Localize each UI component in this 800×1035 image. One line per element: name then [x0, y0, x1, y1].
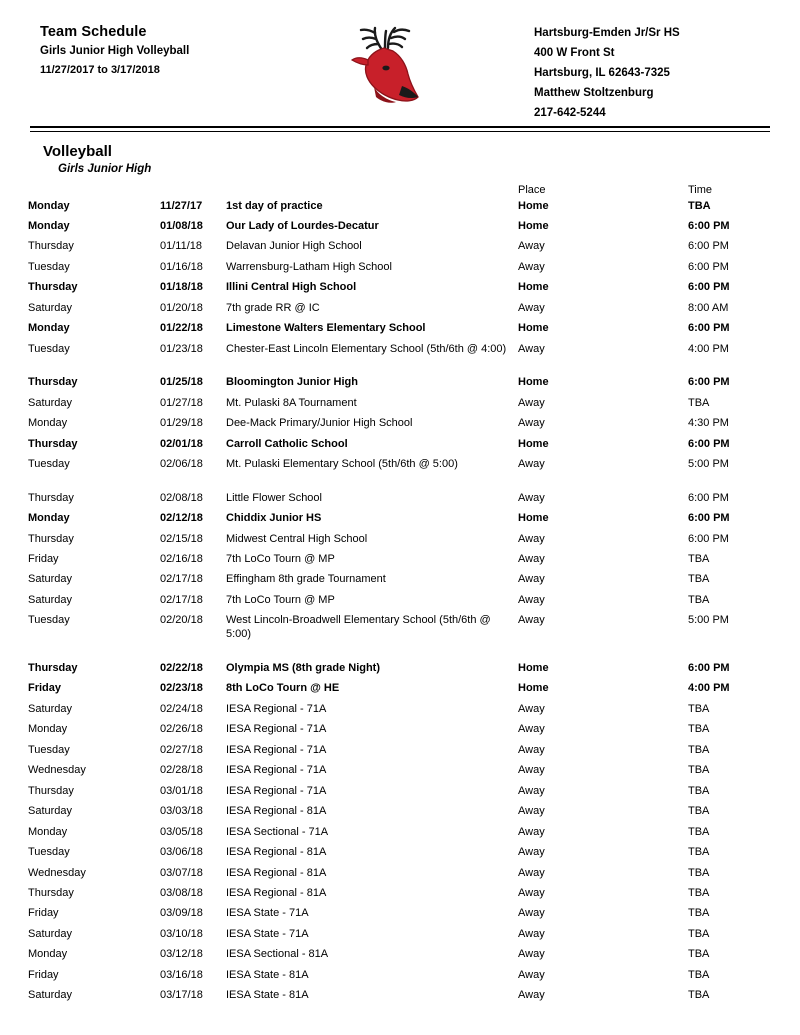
cell-day: Thursday [28, 281, 78, 294]
table-row [28, 217, 772, 237]
cell-opponent: IESA State - 81A [226, 989, 309, 1002]
cell-opponent: West Lincoln-Broadwell Elementary School (5th/6th @ 5:00) [226, 614, 491, 641]
cell-date: 01/11/18 [160, 240, 203, 253]
cell-place: Away [518, 553, 545, 565]
cell-place: Away [518, 573, 545, 586]
cell-day: Monday [28, 417, 68, 430]
cell-date: 03/12/18 [160, 948, 203, 961]
cell-day: Wednesday [28, 866, 86, 879]
schedule-table-body [28, 197, 772, 1007]
school-logo [310, 22, 470, 106]
cell-day: Saturday [28, 396, 73, 409]
cell-place: Away [518, 825, 545, 838]
cell-day: Monday [28, 322, 70, 335]
table-row [28, 299, 772, 319]
cell-place: Away [518, 396, 545, 409]
cell-place: Away [518, 532, 545, 545]
cell-place: Home [518, 376, 549, 389]
cell-time: TBA [688, 968, 710, 981]
column-header-time: Time [688, 183, 713, 196]
cell-place: Away [518, 784, 545, 797]
table-row [28, 782, 772, 802]
cell-date: 02/28/18 [160, 764, 203, 777]
page-title: Team Schedule [40, 24, 147, 40]
header-left-block [28, 22, 310, 81]
cell-opponent: IESA Regional - 71A [226, 702, 327, 715]
table-row [28, 197, 772, 217]
cell-opponent: Midwest Central High School [226, 532, 368, 545]
season-date-range: 11/27/2017 to 3/17/2018 [40, 63, 160, 76]
cell-opponent: Delavan Junior High School [226, 240, 362, 253]
spacer-cell [28, 476, 772, 489]
cell-time: 6:00 PM [688, 491, 729, 504]
table-row [28, 237, 772, 257]
cell-date: 02/08/18 [160, 491, 203, 504]
cell-day: Thursday [28, 887, 74, 899]
cell-time: TBA [688, 553, 710, 565]
header-divider [28, 126, 772, 132]
column-header-place: Place [518, 183, 546, 196]
cell-day: Monday [28, 219, 70, 232]
cell-date: 01/23/18 [160, 342, 203, 355]
cell-opponent: IESA Regional - 81A [226, 846, 327, 859]
column-header-opponent [226, 184, 518, 197]
cell-opponent: IESA State - 71A [226, 907, 309, 920]
cell-date: 03/09/18 [160, 907, 203, 920]
table-row [28, 570, 772, 590]
table-row [28, 925, 772, 945]
cell-date: 02/23/18 [160, 682, 203, 695]
cell-opponent: IESA Sectional - 71A [226, 825, 329, 838]
table-row [28, 802, 772, 822]
cell-date: 01/25/18 [160, 376, 203, 389]
cell-opponent: 1st day of practice [226, 199, 323, 212]
cell-opponent: IESA State - 81A [226, 968, 309, 981]
table-row [28, 966, 772, 986]
cell-opponent: IESA Regional - 81A [226, 805, 327, 818]
cell-day: Monday [28, 199, 70, 212]
cell-place: Away [518, 342, 545, 355]
cell-place: Away [518, 764, 545, 777]
table-row [28, 720, 772, 740]
cell-opponent: IESA Regional - 81A [226, 866, 327, 879]
table-row [28, 904, 772, 924]
cell-day: Tuesday [28, 260, 70, 273]
table-row [28, 864, 772, 884]
cell-day: Monday [28, 825, 68, 838]
cell-place: Away [518, 491, 545, 504]
cell-date: 02/06/18 [160, 458, 203, 471]
cell-opponent: Little Flower School [226, 491, 322, 504]
cell-date: 03/16/18 [160, 968, 203, 981]
cell-place: Away [518, 846, 545, 859]
cell-opponent: Mt. Pulaski 8A Tournament [226, 396, 357, 409]
cell-day: Friday [28, 968, 59, 981]
cell-day: Wednesday [28, 764, 86, 777]
table-row [28, 884, 772, 904]
cell-place: Away [518, 968, 545, 981]
cell-place: Away [518, 743, 545, 756]
cell-opponent: IESA Sectional - 81A [226, 948, 329, 961]
cell-time: 6:00 PM [688, 219, 730, 232]
cell-day: Friday [28, 682, 62, 695]
column-header-date [160, 184, 226, 197]
cell-opponent: 7th LoCo Tourn @ MP [226, 553, 335, 565]
cell-time: 6:00 PM [688, 376, 730, 389]
cell-time: TBA [688, 866, 710, 879]
cell-time: TBA [688, 593, 710, 606]
cell-date: 02/26/18 [160, 723, 203, 736]
cell-place: Home [518, 322, 549, 335]
cell-place: Home [518, 281, 549, 294]
table-row [28, 679, 772, 699]
cell-time: TBA [688, 723, 710, 736]
cell-date: 02/01/18 [160, 437, 203, 450]
cell-date: 01/08/18 [160, 219, 203, 232]
table-row [28, 530, 772, 550]
cell-opponent: Illini Central High School [226, 281, 357, 294]
table-row [28, 278, 772, 298]
table-row [28, 435, 772, 455]
table-row [28, 414, 772, 434]
cell-day: Saturday [28, 702, 73, 715]
cell-day: Thursday [28, 532, 74, 545]
cell-time: TBA [688, 199, 711, 212]
stag-eye [382, 66, 389, 71]
cell-day: Friday [28, 553, 59, 565]
cell-place: Away [518, 301, 545, 314]
table-row [28, 700, 772, 720]
cell-time: 6:00 PM [688, 322, 730, 335]
cell-day: Saturday [28, 301, 73, 314]
cell-opponent: 7th grade RR @ IC [226, 301, 320, 314]
cell-time: 6:00 PM [688, 240, 729, 253]
cell-date: 03/17/18 [160, 989, 203, 1002]
school-contact-name: Matthew Stoltzenburg [534, 86, 654, 99]
cell-date: 01/18/18 [160, 281, 203, 294]
cell-day: Thursday [28, 240, 74, 253]
cell-time: TBA [688, 927, 710, 940]
column-header-day [28, 184, 160, 197]
cell-opponent: IESA Regional - 71A [226, 743, 327, 756]
cell-date: 03/06/18 [160, 846, 203, 859]
cell-date: 03/10/18 [160, 927, 203, 940]
table-row [28, 945, 772, 965]
cell-date: 02/27/18 [160, 743, 203, 756]
cell-date: 02/12/18 [160, 512, 203, 525]
cell-place: Away [518, 723, 545, 736]
table-spacer-row [28, 646, 772, 659]
cell-place: Home [518, 682, 549, 695]
cell-date: 03/08/18 [160, 887, 203, 899]
cell-day: Thursday [28, 491, 74, 504]
cell-date: 01/16/18 [160, 260, 203, 273]
spacer-cell [28, 360, 772, 373]
table-header-row [28, 184, 772, 197]
cell-day: Saturday [28, 989, 73, 1002]
cell-day: Thursday [28, 376, 78, 389]
cell-time: 5:00 PM [688, 614, 729, 627]
cell-opponent: IESA Regional - 71A [226, 784, 327, 797]
school-name: Hartsburg-Emden Jr/Sr HS [534, 27, 680, 39]
cell-date: 03/03/18 [160, 805, 203, 818]
cell-date: 01/29/18 [160, 417, 203, 430]
cell-opponent: IESA State - 71A [226, 927, 309, 940]
schedule-table [28, 184, 772, 1007]
cell-date: 02/20/18 [160, 614, 203, 627]
divider-thin [30, 131, 770, 132]
cell-place: Away [518, 417, 545, 430]
cell-date: 02/17/18 [160, 593, 203, 606]
cell-date: 02/22/18 [160, 661, 203, 674]
cell-place: Home [518, 661, 549, 674]
cell-opponent: IESA Regional - 71A [226, 723, 327, 736]
cell-opponent: Mt. Pulaski Elementary School (5th/6th @ 5:00) [226, 458, 458, 471]
cell-place: Away [518, 989, 545, 1002]
table-row [28, 611, 772, 645]
cell-opponent: Chester-East Lincoln Elementary School (5th/6th @ 4:00) [226, 342, 507, 355]
cell-time: 6:00 PM [688, 281, 730, 294]
school-phone: 217-642-5244 [534, 106, 606, 119]
cell-opponent: Warrensburg-Latham High School [226, 260, 392, 273]
table-row [28, 659, 772, 679]
cell-time: TBA [688, 764, 710, 777]
cell-time: 4:00 PM [688, 682, 730, 695]
cell-day: Tuesday [28, 614, 70, 627]
table-spacer-row [28, 476, 772, 489]
cell-opponent: 8th LoCo Tourn @ HE [226, 682, 340, 695]
cell-day: Saturday [28, 573, 73, 586]
cell-day: Monday [28, 512, 70, 525]
cell-day: Tuesday [28, 342, 70, 355]
table-row [28, 455, 772, 475]
cell-place: Away [518, 593, 545, 606]
cell-place: Away [518, 907, 545, 920]
cell-place: Home [518, 512, 549, 525]
table-row [28, 319, 772, 339]
cell-time: TBA [688, 948, 710, 961]
cell-time: TBA [688, 702, 710, 715]
cell-day: Saturday [28, 805, 73, 818]
cell-date: 01/22/18 [160, 322, 203, 335]
cell-opponent: Carroll Catholic School [226, 437, 348, 450]
table-row [28, 843, 772, 863]
cell-place: Home [518, 199, 549, 212]
cell-opponent: Olympia MS (8th grade Night) [226, 661, 381, 674]
school-city-state-zip: Hartsburg, IL 62643-7325 [534, 66, 670, 79]
cell-opponent: IESA Regional - 81A [226, 887, 327, 899]
cell-time: 5:00 PM [688, 458, 729, 471]
table-row [28, 394, 772, 414]
cell-time: 6:00 PM [688, 260, 729, 273]
cell-day: Saturday [28, 927, 73, 940]
stag-head-icon [344, 24, 436, 106]
document-header [28, 0, 772, 122]
spacer-cell [28, 646, 772, 659]
cell-place: Away [518, 458, 545, 471]
cell-date: 02/15/18 [160, 532, 203, 545]
table-row [28, 986, 772, 1006]
table-row [28, 823, 772, 843]
cell-time: TBA [688, 743, 710, 756]
cell-place: Away [518, 260, 545, 273]
cell-place: Away [518, 805, 545, 818]
cell-place: Away [518, 702, 545, 715]
cell-opponent: Chiddix Junior HS [226, 512, 322, 525]
table-row [28, 373, 772, 393]
cell-opponent: Limestone Walters Elementary School [226, 322, 426, 335]
table-row [28, 741, 772, 761]
table-row [28, 591, 772, 611]
cell-time: 4:00 PM [688, 342, 729, 355]
cell-day: Thursday [28, 784, 74, 797]
cell-place: Home [518, 437, 549, 450]
cell-time: 6:00 PM [688, 437, 730, 450]
team-subtitle: Girls Junior High Volleyball [40, 45, 190, 58]
cell-date: 02/24/18 [160, 702, 203, 715]
cell-opponent: Dee-Mack Primary/Junior High School [226, 417, 413, 430]
cell-date: 01/20/18 [160, 301, 203, 314]
divider-thick [30, 126, 770, 128]
table-row [28, 340, 772, 360]
sport-heading: Volleyball [43, 142, 112, 160]
cell-day: Tuesday [28, 458, 70, 471]
cell-place: Away [518, 948, 545, 961]
cell-date: 03/05/18 [160, 825, 203, 838]
cell-date: 02/16/18 [160, 553, 203, 565]
cell-time: 6:00 PM [688, 512, 730, 525]
cell-day: Tuesday [28, 846, 70, 859]
cell-day: Thursday [28, 437, 78, 450]
cell-place: Away [518, 614, 545, 627]
cell-date: 11/27/17 [160, 199, 203, 212]
cell-place: Away [518, 887, 545, 899]
cell-time: TBA [688, 573, 710, 586]
cell-day: Monday [28, 948, 68, 961]
cell-opponent: 7th LoCo Tourn @ MP [226, 593, 335, 606]
cell-opponent: Bloomington Junior High [226, 376, 358, 389]
cell-day: Tuesday [28, 743, 70, 756]
cell-day: Thursday [28, 661, 78, 674]
cell-date: 02/17/18 [160, 573, 203, 586]
cell-opponent: Our Lady of Lourdes-Decatur [226, 219, 379, 232]
cell-time: TBA [688, 805, 710, 818]
cell-time: 4:30 PM [688, 417, 729, 430]
cell-place: Home [518, 219, 549, 232]
cell-time: TBA [688, 825, 710, 838]
cell-opponent: IESA Regional - 71A [226, 764, 327, 777]
table-row [28, 489, 772, 509]
cell-date: 01/27/18 [160, 396, 203, 409]
table-spacer-row [28, 360, 772, 373]
cell-time: 6:00 PM [688, 661, 730, 674]
cell-day: Friday [28, 907, 59, 920]
cell-time: TBA [688, 989, 710, 1002]
cell-opponent: Effingham 8th grade Tournament [226, 573, 386, 586]
cell-date: 03/01/18 [160, 784, 203, 797]
table-row [28, 509, 772, 529]
cell-time: TBA [688, 907, 710, 920]
cell-time: 6:00 PM [688, 532, 729, 545]
header-school-info [470, 22, 772, 123]
cell-day: Saturday [28, 593, 73, 606]
cell-place: Away [518, 240, 545, 253]
school-address: 400 W Front St [534, 46, 615, 59]
table-row [28, 258, 772, 278]
cell-time: TBA [688, 846, 710, 859]
cell-time: TBA [688, 887, 710, 899]
cell-time: 8:00 AM [688, 301, 729, 314]
cell-date: 03/07/18 [160, 866, 203, 879]
cell-place: Away [518, 866, 545, 879]
cell-day: Monday [28, 723, 68, 736]
table-row [28, 761, 772, 781]
cell-place: Away [518, 927, 545, 940]
cell-time: TBA [688, 784, 710, 797]
level-heading: Girls Junior High [58, 162, 152, 175]
cell-time: TBA [688, 396, 710, 409]
table-row [28, 550, 772, 570]
